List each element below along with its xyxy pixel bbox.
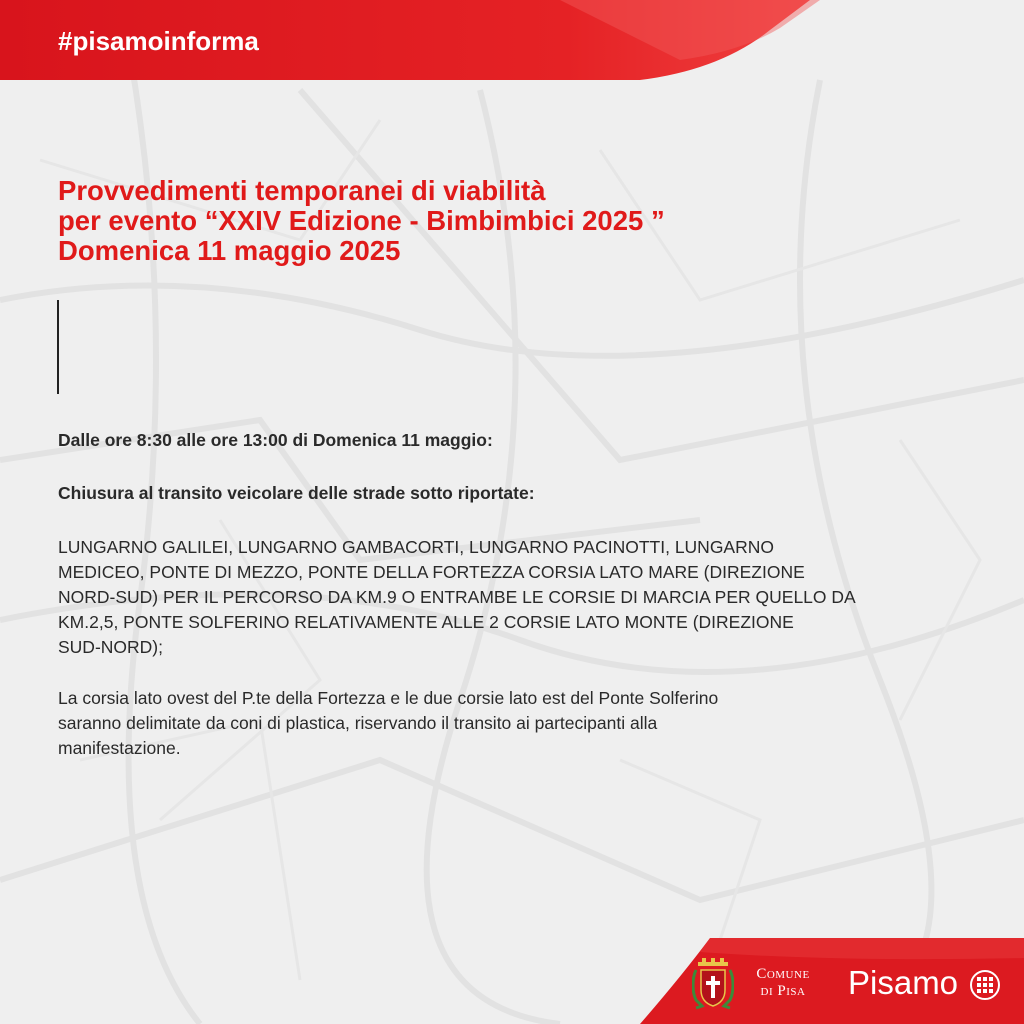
street-list-line: KM.2,5, PONTE SOLFERINO RELATIVAMENTE ALLE 2 CORSIE LATO MONTE (DIREZIONE (58, 612, 794, 632)
closure-heading: Chiusura al transito veicolare delle strade sotto riportate: (58, 483, 535, 503)
lane-note-line: La corsia lato ovest del P.te della Fortezza e le due corsie lato est del Ponte Solferino (58, 688, 719, 708)
lane-note-line: saranno delimitate da coni di plastica, riservando il transito ai partecipanti alla (58, 713, 658, 733)
comune-line-1: Comune (756, 966, 810, 982)
time-range-text: Dalle ore 8:30 alle ore 13:00 di Domenica 11 maggio: (58, 430, 493, 450)
title-line-3: Domenica 11 maggio 2025 (58, 235, 401, 266)
street-list-line: SUD-NORD); (58, 637, 163, 657)
city-crest-icon (692, 958, 734, 1010)
street-list (58, 535, 958, 660)
comune-line-2: di Pisa (760, 983, 806, 999)
vertical-divider (57, 300, 59, 394)
street-list-line: MEDICEO, PONTE DI MEZZO, PONTE DELLA FORTEZZA CORSIA LATO MARE (DIREZIONE (58, 562, 805, 582)
street-list-line: NORD-SUD) PER IL PERCORSO DA KM.9 O ENTRAMBE LE CORSIE DI MARCIA PER QUELLO DA (58, 587, 856, 607)
lane-note-line: manifestazione. (58, 738, 181, 758)
hashtag-label: #pisamoinforma (58, 26, 259, 56)
title-line-2: per evento “XXIV Edizione - Bimbimbici 2025 ” (58, 205, 665, 236)
page-title (58, 176, 958, 266)
comune-di-pisa-logo-text (738, 966, 828, 1000)
pisamo-brand: Pisamo (848, 964, 959, 1001)
title-line-1: Provvedimenti temporanei di viabilità (58, 175, 546, 206)
lane-note (58, 686, 958, 761)
pisamo-grid-icon (970, 970, 1000, 1000)
street-list-line: LUNGARNO GALILEI, LUNGARNO GAMBACORTI, LUNGARNO PACINOTTI, LUNGARNO (58, 537, 774, 557)
